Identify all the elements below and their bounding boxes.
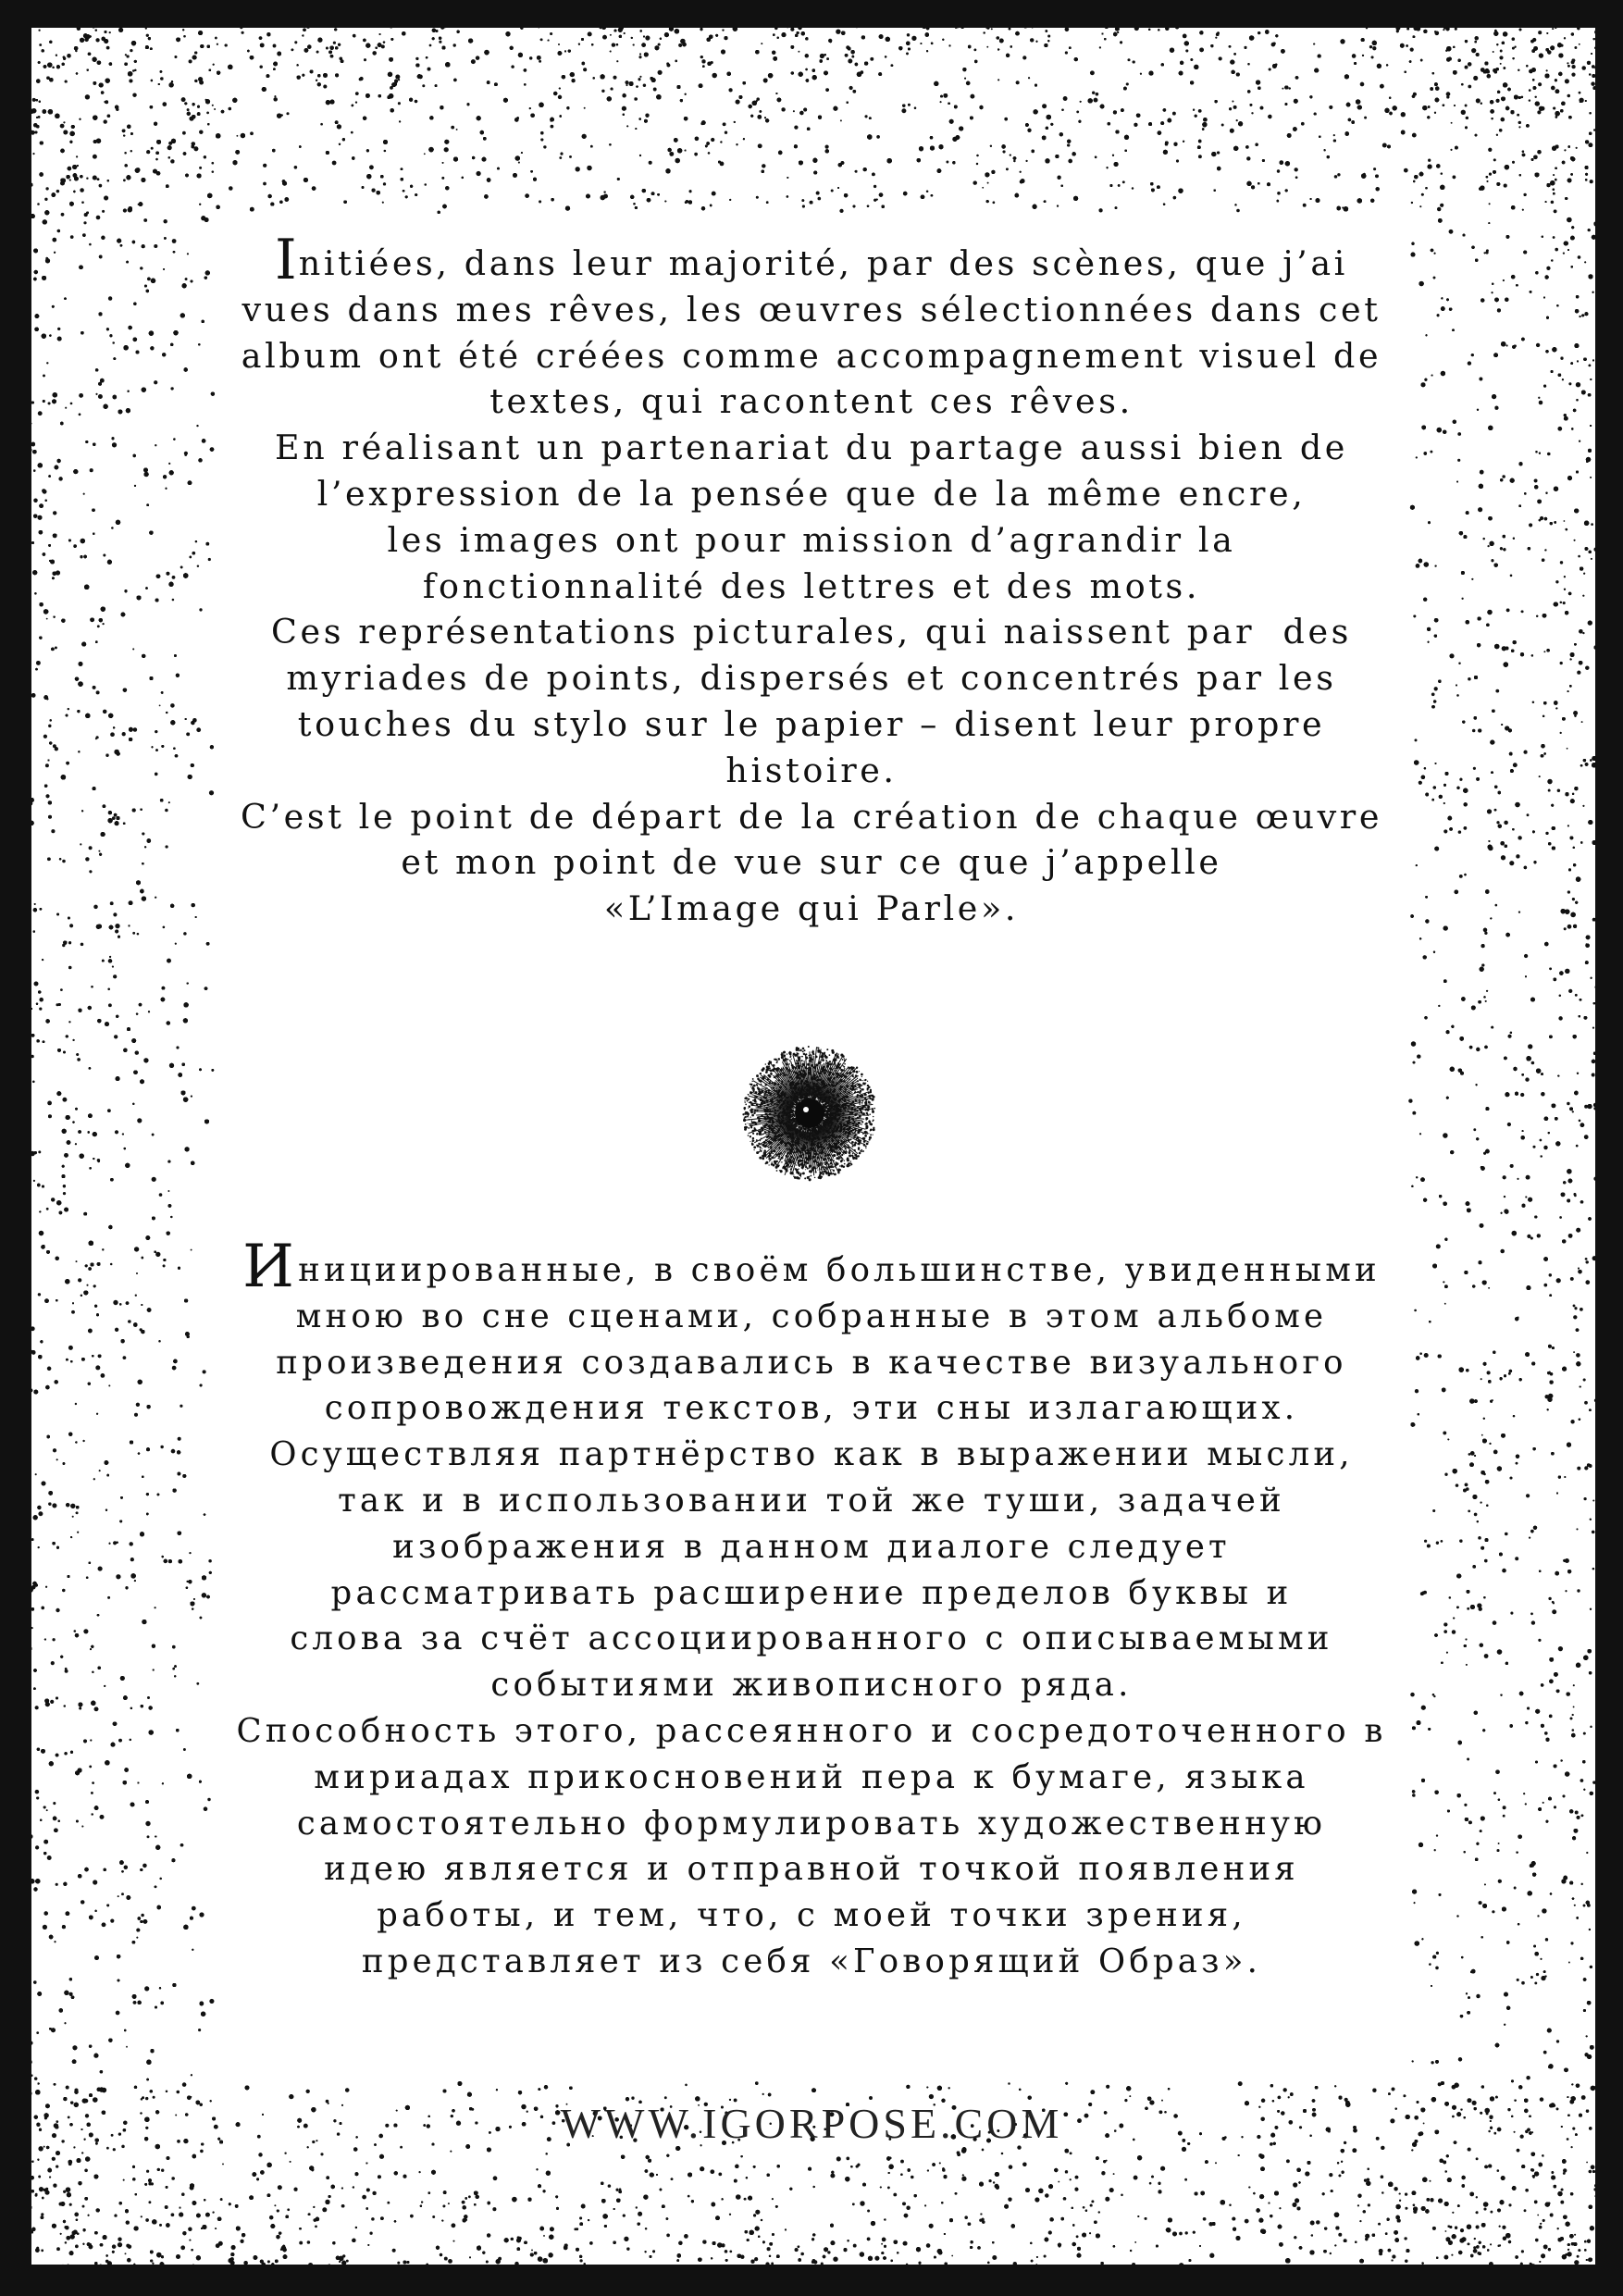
russian-line: рассматривать расширение пределов буквы и <box>185 1570 1438 1617</box>
russian-line: работы, и тем, что, с моей точки зрения, <box>185 1893 1438 1939</box>
french-line: C’est le point de départ de la création de chaque œuvre <box>185 794 1438 840</box>
french-line: myriades de points, dispersés et concentrés par les <box>185 655 1438 701</box>
french-line: En réalisant un partenariat du partage aussi bien de <box>185 425 1438 471</box>
russian-first-line-text: нициированные, в своём большинстве, увиденными <box>298 1251 1381 1289</box>
website-url: WWW.IGORPOSE.COM <box>0 2099 1623 2148</box>
russian-line: произведения создавались в качестве визуального <box>185 1340 1438 1386</box>
russian-dropcap: И <box>242 1233 298 1301</box>
french-line: vues dans mes rêves, les œuvres sélectionnées dans cet <box>185 287 1438 333</box>
french-paragraph <box>185 241 1438 932</box>
russian-line: сопровождения текстов, эти сны излагающих. <box>185 1385 1438 1432</box>
french-line: l’expression de la pensée que de la même encre, <box>185 471 1438 517</box>
russian-line: Способность этого, рассеянного и сосредоточенного в <box>185 1708 1438 1755</box>
russian-line: так и в использовании той же туши, задачей <box>185 1478 1438 1524</box>
french-first-line <box>185 241 1438 287</box>
russian-line: самостоятельно формулировать художественную <box>185 1801 1438 1847</box>
french-line: Ces représentations picturales, qui naissent par des <box>185 609 1438 655</box>
french-line: et mon point de vue sur ce que j’appelle <box>185 839 1438 886</box>
russian-first-line <box>185 1247 1438 1294</box>
russian-paragraph <box>185 1247 1438 1985</box>
russian-line: идею является и отправной точкой появления <box>185 1846 1438 1893</box>
russian-line: изображения в данном диалоге следует <box>185 1524 1438 1570</box>
french-first-line-text: nitiées, dans leur majorité, par des scènes, que j’ai <box>299 243 1348 283</box>
russian-line: событиями живописного ряда. <box>185 1662 1438 1708</box>
stippled-eye-icon <box>740 1044 879 1183</box>
french-line: histoire. <box>185 748 1438 794</box>
french-line: fonctionnalité des lettres et des mots. <box>185 564 1438 610</box>
french-line: les images ont pour mission d’agrandir la <box>185 517 1438 564</box>
russian-line: мною во сне сценами, собранные в этом альбоме <box>185 1294 1438 1340</box>
russian-line: Осуществляя партнёрство как в выражении мысли, <box>185 1432 1438 1478</box>
russian-line: представляет из себя «Говорящий Образ». <box>185 1939 1438 1985</box>
russian-line: мириадах прикосновений пера к бумаге, языка <box>185 1755 1438 1801</box>
french-line: «L’Image qui Parle». <box>185 886 1438 932</box>
russian-line: слова за счёт ассоциированного с описываемыми <box>185 1616 1438 1662</box>
french-line: touches du stylo sur le papier – disent leur propre <box>185 701 1438 748</box>
french-dropcap: I <box>275 228 299 292</box>
french-line: album ont été créées comme accompagnement visuel de <box>185 333 1438 379</box>
french-line: textes, qui racontent ces rêves. <box>185 379 1438 425</box>
